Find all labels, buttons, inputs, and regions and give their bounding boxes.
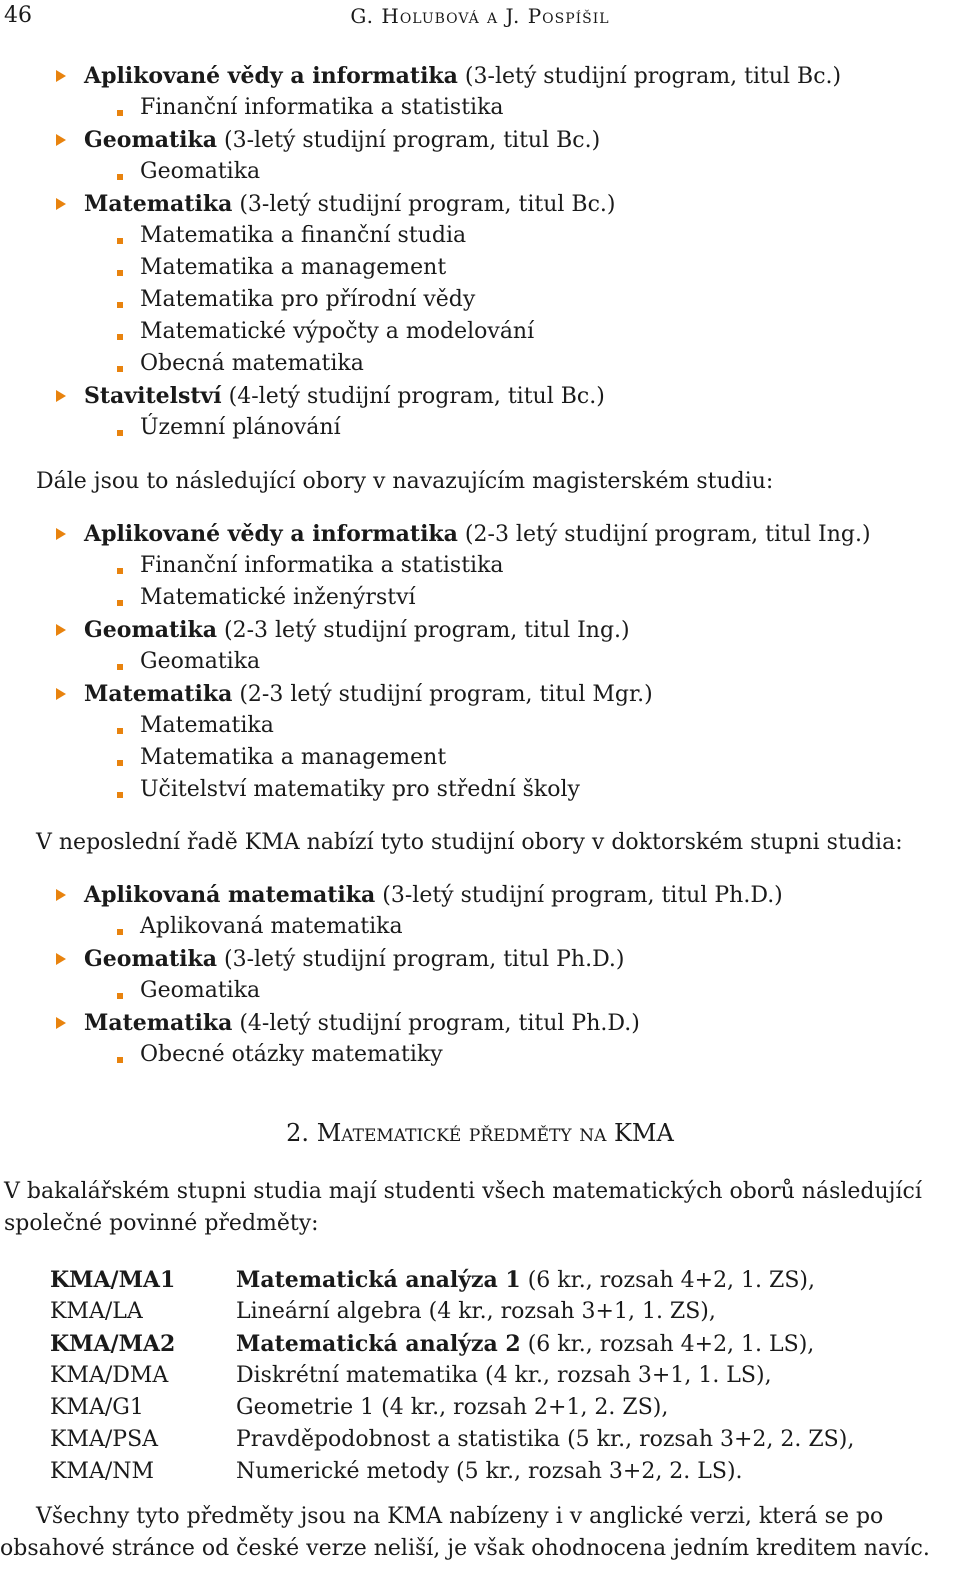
field-name: Geomatika [140, 159, 261, 184]
square-bullet-icon [117, 366, 123, 372]
course-detail: (6 kr., rozsah 4+2, 1. ZS), [520, 1268, 815, 1293]
field-name: Matematické inženýrství [140, 585, 416, 610]
triangle-bullet-icon [56, 70, 66, 82]
field-item [0, 348, 960, 380]
program-item [0, 943, 960, 975]
square-bullet-icon [117, 334, 123, 340]
field-name: Obecné otázky matematiky [140, 1042, 443, 1067]
triangle-bullet-icon [56, 624, 66, 636]
program-item [0, 518, 960, 550]
triangle-bullet-icon [56, 390, 66, 402]
program-entry [84, 60, 841, 93]
triangle-bullet-icon [56, 953, 66, 965]
program-name: Aplikované vědy a informatika [84, 63, 458, 89]
program-name: Geomatika [84, 946, 218, 972]
square-bullet-icon [117, 568, 123, 574]
field-item [0, 550, 960, 582]
program-name: Matematika [84, 1010, 233, 1036]
doctoral-intro: V neposlední řadě KMA nabízí tyto studijní obory v doktorském stupni studia: [36, 830, 903, 855]
program-detail: (3-letý studijní program, titul Ph.D.) [375, 883, 783, 908]
course-description [236, 1264, 815, 1297]
course-detail: (5 kr., rozsah 3+2, 2. LS). [449, 1459, 743, 1484]
field-item [0, 710, 960, 742]
course-name: Numerické metody [236, 1459, 449, 1484]
field-item [0, 156, 960, 188]
program-detail: (3-letý studijní program, titul Bc.) [457, 64, 842, 89]
program-item [0, 614, 960, 646]
program-entry [84, 614, 630, 647]
program-entry [84, 879, 783, 912]
program-name: Aplikovaná matematika [84, 882, 376, 908]
field-name: Matematika [140, 713, 274, 738]
course-description [236, 1424, 854, 1456]
course-name: Matematická analýza 1 [236, 1267, 521, 1293]
field-name: Geomatika [140, 649, 261, 674]
section-heading [0, 1117, 960, 1149]
field-item [0, 646, 960, 678]
field-item [0, 911, 960, 943]
running-head: G. Holubová a J. Pospíšil [350, 4, 610, 28]
program-item [0, 1007, 960, 1039]
field-item [0, 582, 960, 614]
program-entry [84, 124, 600, 157]
closing-line: obsahové stránce od české verze neliší, je však ohodnocena jedním kreditem navíc. [0, 1536, 930, 1561]
course-code: KMA/G1 [50, 1395, 144, 1420]
program-entry [84, 678, 653, 711]
intro-line: V bakalářském stupni studia mají studenti všech matematických oborů následující [4, 1179, 922, 1204]
intro-line: společné povinné předměty: [4, 1211, 319, 1236]
triangle-bullet-icon [56, 134, 66, 146]
course-code: KMA/DMA [50, 1363, 169, 1388]
program-item [0, 879, 960, 911]
course-detail: (4 kr., rozsah 3+1, 1. ZS), [421, 1299, 716, 1324]
program-detail: (3-letý studijní program, titul Ph.D.) [217, 947, 625, 972]
field-item [0, 1039, 960, 1071]
program-entry [84, 943, 625, 976]
field-name: Finanční informatika a statistika [140, 553, 504, 578]
course-code: KMA/NM [50, 1459, 155, 1484]
course-name: Matematická analýza 2 [236, 1331, 521, 1357]
program-detail: (2-3 letý studijní program, titul Mgr.) [232, 682, 653, 707]
program-name: Stavitelství [84, 383, 222, 409]
bachelor-programs-list [0, 60, 960, 444]
master-programs-list [0, 518, 960, 806]
field-name: Aplikovaná matematika [140, 914, 403, 939]
course-name: Geometrie 1 [236, 1395, 375, 1420]
program-name: Matematika [84, 191, 233, 217]
triangle-bullet-icon [56, 688, 66, 700]
closing-paragraph [0, 1501, 960, 1565]
field-name: Matematika a management [140, 255, 447, 280]
field-name: Matematika pro přírodní vědy [140, 287, 476, 312]
field-name: Matematické výpočty a modelování [140, 319, 535, 344]
closing-line: Všechny tyto předměty jsou na KMA nabízeny i v anglické verzi, která se po [36, 1504, 884, 1529]
course-name: Diskrétní matematika [236, 1363, 479, 1388]
program-name: Geomatika [84, 127, 218, 153]
field-item [0, 412, 960, 444]
course-code: KMA/LA [50, 1299, 143, 1324]
square-bullet-icon [117, 270, 123, 276]
doctoral-programs-list [0, 879, 960, 1071]
triangle-bullet-icon [56, 889, 66, 901]
square-bullet-icon [117, 238, 123, 244]
field-item [0, 284, 960, 316]
program-item [0, 678, 960, 710]
section-title: Matematické předměty na KMA [316, 1119, 674, 1147]
square-bullet-icon [117, 110, 123, 116]
program-detail: (3-letý studijní program, titul Bc.) [217, 128, 601, 153]
course-code: KMA/MA2 [50, 1331, 176, 1357]
field-item [0, 220, 960, 252]
field-name: Finanční informatika a statistika [140, 95, 504, 120]
program-detail: (2-3 letý studijní program, titul Ing.) [457, 522, 871, 547]
course-detail: (6 kr., rozsah 4+2, 1. LS), [520, 1332, 815, 1357]
square-bullet-icon [117, 728, 123, 734]
program-item [0, 380, 960, 412]
field-item [0, 975, 960, 1007]
field-item [0, 742, 960, 774]
course-detail: (5 kr., rozsah 3+2, 2. ZS), [560, 1427, 855, 1452]
page-header [0, 0, 960, 32]
field-name: Matematika a management [140, 745, 447, 770]
page-number: 46 [4, 3, 32, 28]
program-detail: (4-letý studijní program, titul Bc.) [221, 384, 605, 409]
field-item [0, 774, 960, 806]
field-item [0, 316, 960, 348]
course-description [236, 1360, 772, 1392]
program-name: Aplikované vědy a informatika [84, 521, 458, 547]
field-name: Obecná matematika [140, 351, 364, 376]
triangle-bullet-icon [56, 528, 66, 540]
course-description [236, 1328, 814, 1361]
course-code: KMA/MA1 [50, 1267, 176, 1293]
program-detail: (2-3 letý studijní program, titul Ing.) [217, 618, 630, 643]
program-entry [84, 518, 871, 551]
triangle-bullet-icon [56, 198, 66, 210]
course-name: Lineární algebra [236, 1299, 422, 1324]
triangle-bullet-icon [56, 1017, 66, 1029]
course-detail: (4 kr., rozsah 3+1, 1. LS), [478, 1363, 772, 1388]
program-item [0, 188, 960, 220]
program-detail: (3-letý studijní program, titul Bc.) [232, 192, 616, 217]
square-bullet-icon [117, 760, 123, 766]
course-description [236, 1392, 668, 1424]
program-entry [84, 1007, 640, 1040]
square-bullet-icon [117, 664, 123, 670]
field-item [0, 92, 960, 124]
master-intro: Dále jsou to následující obory v navazujícím magisterském studiu: [36, 469, 774, 494]
field-name: Učitelství matematiky pro střední školy [140, 777, 580, 802]
course-description [236, 1456, 743, 1488]
course-code: KMA/PSA [50, 1427, 159, 1452]
square-bullet-icon [117, 600, 123, 606]
program-name: Geomatika [84, 617, 218, 643]
square-bullet-icon [117, 430, 123, 436]
field-item [0, 252, 960, 284]
program-name: Matematika [84, 681, 233, 707]
section-intro [4, 1176, 959, 1240]
square-bullet-icon [117, 174, 123, 180]
field-name: Územní plánování [140, 415, 341, 440]
course-description [236, 1296, 716, 1328]
program-detail: (4-letý studijní program, titul Ph.D.) [232, 1011, 640, 1036]
square-bullet-icon [117, 792, 123, 798]
course-name: Pravděpodobnost a statistika [236, 1427, 561, 1452]
square-bullet-icon [117, 929, 123, 935]
program-item [0, 60, 960, 92]
field-name: Matematika a finanční studia [140, 223, 467, 248]
square-bullet-icon [117, 1057, 123, 1063]
section-number: 2. [286, 1119, 310, 1147]
course-detail: (4 kr., rozsah 2+1, 2. ZS), [374, 1395, 669, 1420]
program-entry [84, 380, 605, 413]
program-item [0, 124, 960, 156]
program-entry [84, 188, 615, 221]
field-name: Geomatika [140, 978, 261, 1003]
square-bullet-icon [117, 993, 123, 999]
square-bullet-icon [117, 302, 123, 308]
